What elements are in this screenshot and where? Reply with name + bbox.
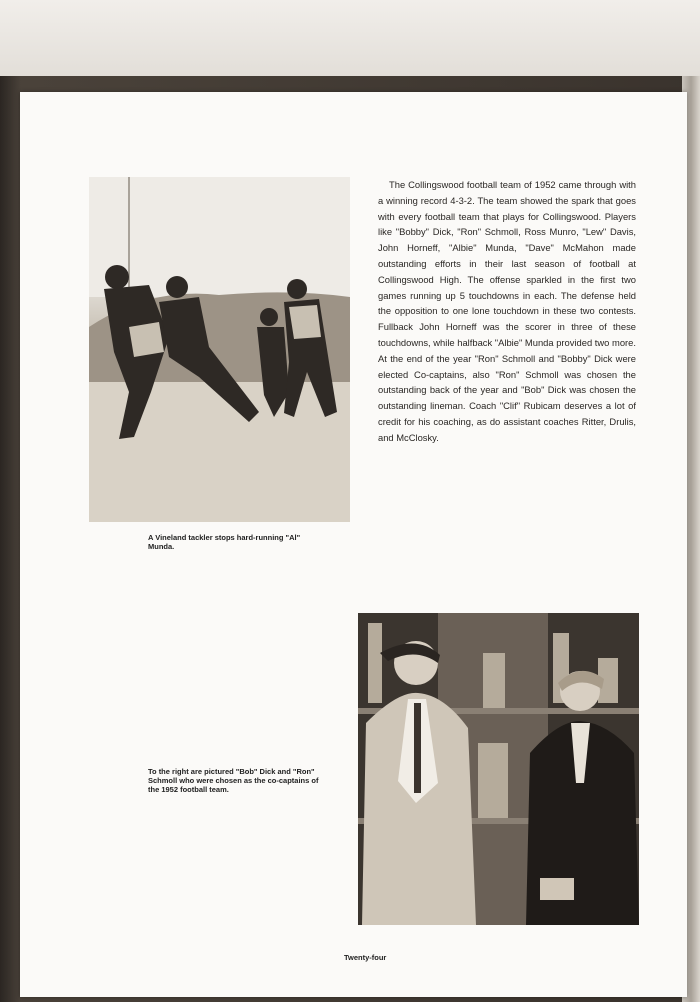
co-captains-photo [358,613,639,925]
background-surface [0,0,700,78]
article-text: The Collingswood football team of 1952 came through with a winning record 4-3-2. The team showed the spark that goes with every football team that plays for Collingswood. Players like "Bobby" Dick, "Ron" Schmoll, Ross Munro, "Lew" Davis, John Horneff, "Albie" Munda, "Dave" McMahon made outstanding efforts in their last season of football at Collingswood High. The offense sparkled in the first two games running up 5 touchdowns in each. The defense held the opposition to one lone touchdown in these two contests. Fullback John Horneff was the scorer in three of these touchdowns, while halfback "Albie" Munda provided two more. At the end of the year "Ron" Schmoll and "Bobby" Dick were elected Co-captains, also "Ron" Schmoll was chosen the outstanding back of the year and "Bob" Dick was chosen the outstanding lineman. Coach "Clif" Rubicam deserves a lot of credit for his coaching, as do assistant coaches Ritter, Drulis, and McClosky. [378,179,636,443]
football-photo-caption: A Vineland tackler stops hard-running "Al" Munda. [148,533,301,551]
co-captains-caption: To the right are pictured "Bob" Dick and "Ron" Schmoll who were chosen as the co-captains of the 1952 football team. [148,767,319,795]
page-number: Twenty-four [344,953,387,962]
football-action-photo [89,177,350,522]
